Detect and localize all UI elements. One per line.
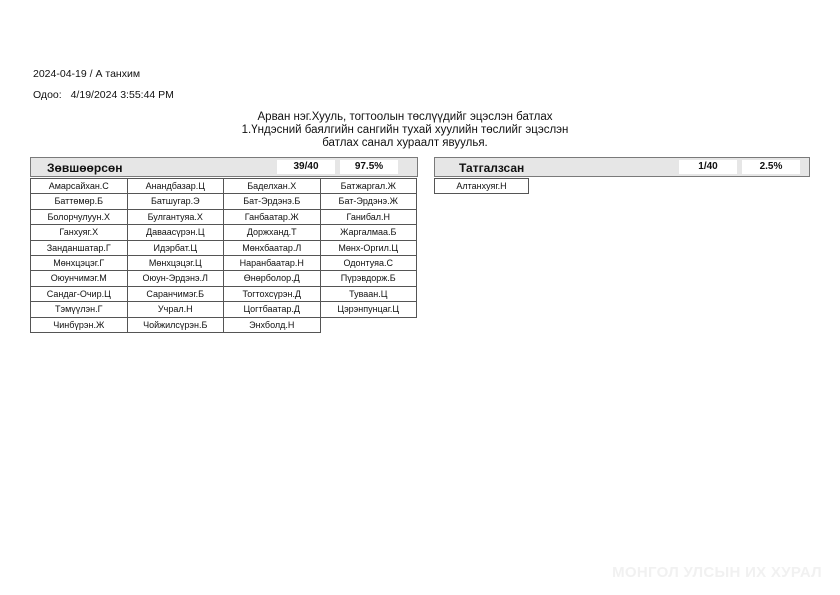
rejected-label: Татгалзсан [459, 161, 525, 175]
member-cell: Амарсайхан.С [30, 178, 128, 194]
approved-header [30, 157, 418, 177]
member-cell: Оюун-Эрдэнэ.Л [127, 270, 225, 286]
rejected-count: 1/40 [679, 160, 737, 174]
member-cell: Даваасүрэн.Ц [127, 224, 225, 240]
member-cell: Баттөмөр.Б [30, 193, 128, 209]
member-cell: Одонтуяа.С [320, 255, 418, 271]
member-cell: Идэрбат.Ц [127, 240, 225, 256]
member-cell: Ганхуяг.Х [30, 224, 128, 240]
rejected-header [434, 157, 810, 177]
current-time-row [33, 89, 174, 101]
member-cell: Мөнхцэцэг.Ц [127, 255, 225, 271]
member-cell: Тогтохсүрэн.Д [223, 286, 321, 302]
member-cell: Наранбаатар.Н [223, 255, 321, 271]
approved-members-grid [30, 178, 416, 332]
member-cell: Цэрэнпунцаг.Ц [320, 301, 418, 317]
now-label: Одоо: [33, 89, 62, 101]
member-cell: Баделхан.Х [223, 178, 321, 194]
member-cell: Учрал.Н [127, 301, 225, 317]
approved-percent: 97.5% [340, 160, 398, 174]
member-cell: Болорчулуун.Х [30, 209, 128, 225]
member-cell: Тэмүүлэн.Г [30, 301, 128, 317]
member-cell: Мөнхцэцэг.Г [30, 255, 128, 271]
rejected-percent: 2.5% [742, 160, 800, 174]
member-cell: Батшугар.Э [127, 193, 225, 209]
member-cell: Мөнхбаатар.Л [223, 240, 321, 256]
now-value: 4/19/2024 3:55:44 PM [70, 89, 174, 101]
member-cell: Саранчимэг.Б [127, 286, 225, 302]
member-cell: Цогтбаатар.Д [223, 301, 321, 317]
vote-title [160, 111, 650, 150]
member-cell: Өнөрболор.Д [223, 270, 321, 286]
member-cell: Булгантуяа.Х [127, 209, 225, 225]
member-cell: Ганибал.Н [320, 209, 418, 225]
session-date: 2024-04-19 / А танхим [33, 68, 141, 80]
member-cell: Пүрэвдорж.Б [320, 270, 418, 286]
approved-count: 39/40 [277, 160, 335, 174]
vote-title-line-1: Арван нэг.Хууль, тогтоолын төслүүдийг эцэслэн батлах [257, 111, 553, 123]
member-cell: Ганбаатар.Ж [223, 209, 321, 225]
member-cell: Мөнх-Оргил.Ц [320, 240, 418, 256]
rejected-members-grid [434, 178, 528, 193]
member-cell: Чойжилсүрэн.Б [127, 317, 225, 333]
member-cell: Сандаг-Очир.Ц [30, 286, 128, 302]
member-cell: Жаргалмаа.Б [320, 224, 418, 240]
approved-label: Зөвшөөрсөн [47, 161, 123, 175]
member-cell: Бат-Эрдэнэ.Б [223, 193, 321, 209]
member-cell: Бат-Эрдэнэ.Ж [320, 193, 418, 209]
member-cell: Анандбазар.Ц [127, 178, 225, 194]
member-cell: Энхболд.Н [223, 317, 321, 333]
vote-title-line-3: батлах санал хураалт явуулья. [322, 137, 488, 149]
member-cell: Оюунчимэг.М [30, 270, 128, 286]
member-cell: Батжаргал.Ж [320, 178, 418, 194]
watermark: МОНГОЛ УЛСЫН ИХ ХУРАЛ [612, 564, 822, 581]
member-cell: Алтанхуяг.Н [434, 178, 529, 194]
member-cell: Занданшатар.Г [30, 240, 128, 256]
member-cell: Чинбүрэн.Ж [30, 317, 128, 333]
vote-title-line-2: 1.Үндэсний баялгийн сангийн тухай хуулийн төслийг эцэслэн [241, 124, 569, 136]
member-cell: Туваан.Ц [320, 286, 418, 302]
member-cell: Доржханд.Т [223, 224, 321, 240]
